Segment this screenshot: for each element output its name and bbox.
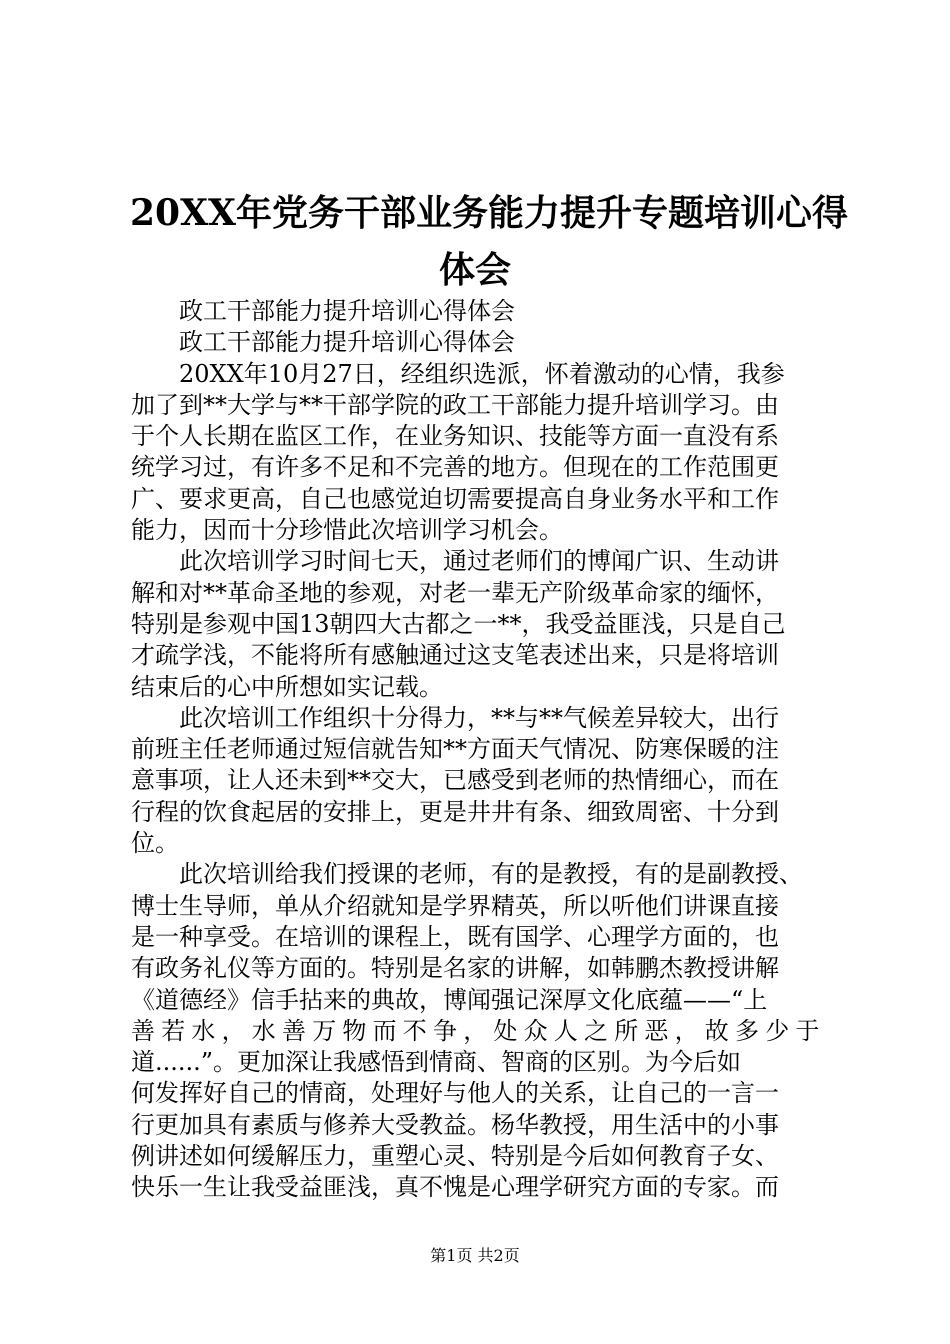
text-line: 此次培训学习时间七天，通过老师们的博闻广识、生动讲	[179, 547, 779, 576]
text-line: 特别是参观中国13朝四大古都之一**，我受益匪浅，只是自己	[131, 609, 786, 638]
text-line: 政工干部能力提升培训心得体会	[179, 328, 515, 357]
text-line: 位。	[131, 829, 179, 858]
text-line: 行更加具有素质与修养大受教益。杨华教授，用生活中的小事	[131, 1110, 779, 1139]
text-line: 能力，因而十分珍惜此次培训学习机会。	[131, 516, 563, 545]
text-line: 此次培训工作组织十分得力，**与**气候差异较大，出行	[179, 703, 779, 732]
text-line: 结束后的心中所想如实记载。	[131, 672, 443, 701]
text-line: 于个人长期在监区工作，在业务知识、技能等方面一直没有系	[131, 422, 779, 451]
text-line: 何发挥好自己的情商，处理好与他人的关系，让自己的一言一	[131, 1079, 779, 1108]
text-line: 广、要求更高，自己也感觉迫切需要提高自身业务水平和工作	[131, 484, 779, 513]
document-title-line-2: 体会	[438, 249, 511, 291]
text-line: 解和对**革命圣地的参观，对老一辈无产阶级革命家的缅怀，	[131, 578, 779, 607]
text-line: 意事项，让人还未到**交大，已感受到老师的热情细心，而在	[131, 766, 779, 795]
text-line: 此次培训给我们授课的老师，有的是教授，有的是副教授、	[179, 860, 803, 889]
text-line: 统学习过，有许多不足和不完善的地方。但现在的工作范围更	[131, 453, 779, 482]
text-line: 快乐一生让我受益匪浅，真不愧是心理学研究方面的专家。而	[131, 1173, 779, 1202]
text-line: 政工干部能力提升培训心得体会	[179, 297, 515, 325]
document-body	[131, 296, 827, 1204]
text-line: 《道德经》信手拈来的典故，博闻强记深厚文化底蕴——“上	[131, 985, 768, 1014]
text-line: 博士生导师，单从介绍就知是学界精英，所以听他们讲课直接	[131, 891, 779, 920]
text-line: 前班主任老师通过短信就告知**方面天气情况、防寒保暖的注	[131, 735, 779, 764]
text-line: 有政务礼仪等方面的。特别是名家的讲解，如韩鹏杰教授讲解	[131, 954, 779, 983]
text-line: 20XX年10月27日，经组织选派，怀着激动的心情，我参	[179, 359, 785, 388]
text-line: 是一种享受。在培训的课程上，既有国学、心理学方面的，也	[131, 922, 779, 951]
text-line: 加了到**大学与**干部学院的政工干部能力提升培训学习。由	[131, 390, 779, 419]
page-footer: 第1页 共2页	[430, 1246, 520, 1265]
document-title-line-1: 20XX年党务干部业务能力提升专题培训心得	[130, 192, 848, 234]
text-line: 才疏学浅，不能将所有感触通过这支笔表述出来，只是将培训	[131, 641, 779, 670]
text-line: 善若水，水善万物而不争，处众人之所恶，故多少于	[131, 1016, 826, 1045]
text-line: 行程的饮食起居的安排上，更是井井有条、细致周密、十分到	[131, 797, 779, 826]
text-line: 例讲述如何缓解压力，重塑心灵、特别是今后如何教育子女、	[131, 1142, 779, 1171]
text-line: 道......”。更加深让我感悟到情商、智商的区别。为今后如	[131, 1048, 742, 1077]
